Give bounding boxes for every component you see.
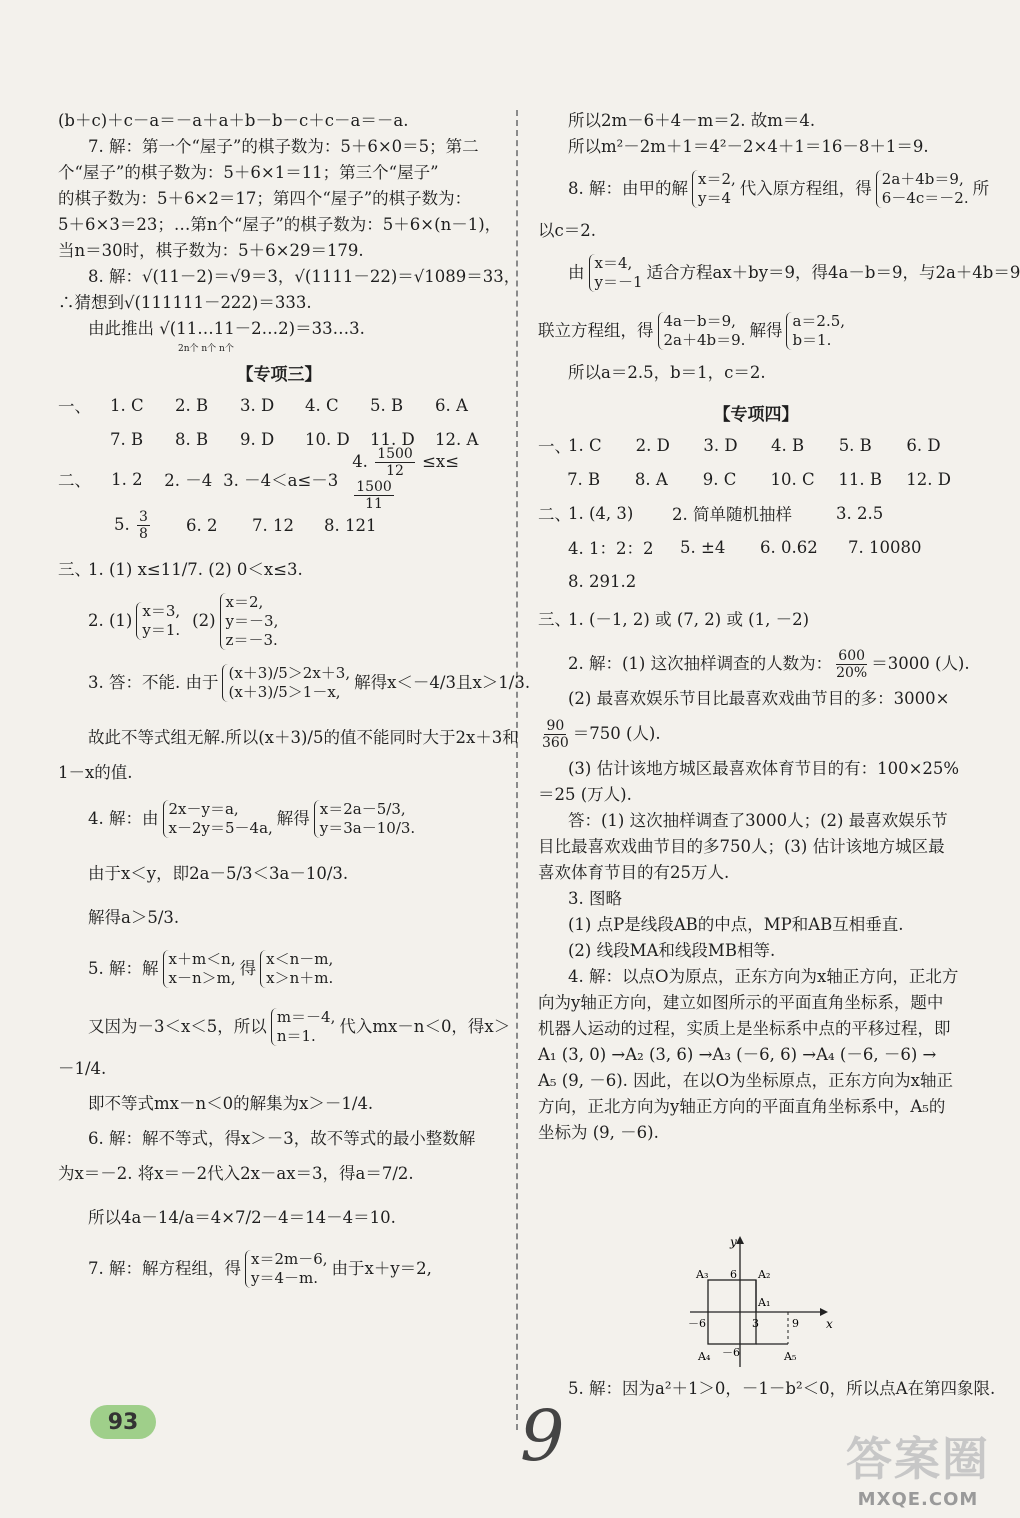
mc-row xyxy=(58,388,500,422)
y-axis-label: y xyxy=(730,1235,737,1249)
answer: 4. B xyxy=(771,435,805,455)
watermark-logo: 答案圈 xyxy=(846,1432,990,1486)
answer: 1. C xyxy=(568,435,602,455)
section-heading-4: 【专项四】 xyxy=(713,404,799,425)
text-line: 以c＝2. xyxy=(538,221,596,240)
answer: 8. 291.2 xyxy=(568,571,637,591)
answer: 2. B xyxy=(175,395,209,415)
text-line: －1/4. xyxy=(58,1059,107,1078)
answer: 2. －4 xyxy=(164,471,213,490)
x-axis-arrow xyxy=(820,1308,828,1316)
text-line: 3. 答：不能. 由于 (x＋3)/5＞2x＋3, (x＋3)/5＞1－x, 解得x＜－4/3且x＞1/3. xyxy=(88,664,531,701)
text-line: 又因为－3＜x＜5，所以 m＝－4, n＝1. 代入mx－n＜0，得x＞ xyxy=(88,1008,511,1045)
answer: 9. D xyxy=(240,429,275,449)
x-axis-label: x xyxy=(826,1317,833,1331)
page-number-badge: 93 xyxy=(90,1405,156,1439)
answer: 6. 2 xyxy=(186,515,218,535)
point-label-a2: A₂ xyxy=(758,1268,771,1281)
right-column xyxy=(538,108,1020,1146)
answer: 5. $\frac{3}{8}$ xyxy=(114,508,148,542)
text-line: 三、 1. (－1, 2) 或 (7, 2) 或 (1, －2) xyxy=(538,610,810,629)
tick-label: －6 xyxy=(722,1346,740,1359)
text-line: (b＋c)＋c－a＝－a＋a＋b－b－c＋c－a＝－a. xyxy=(58,111,409,130)
answer: 5. ±4 xyxy=(680,537,726,557)
answer: 7. B xyxy=(110,429,144,449)
text-line: (2) 线段MA和线段MB相等. xyxy=(568,941,776,960)
text-line: 的棋子数为：5＋6×2＝17；第四个“屋子”的棋子数为： xyxy=(58,189,472,208)
text-line: 机器人运动的过程，实质上是坐标系中点的平移过程，即 xyxy=(538,1019,951,1038)
text-line: 所以m²－2m＋1＝4²－2×4＋1＝16－8＋1＝9. xyxy=(568,137,929,156)
handwritten-digit: 9 xyxy=(520,1395,565,1477)
point-label-a4: A₄ xyxy=(698,1350,711,1363)
answer: 1. (4, 3) xyxy=(568,503,634,523)
text-line: A₅ (9, －6). 因此，在以O为坐标原点，正东方向为x轴正 xyxy=(538,1071,953,1090)
answer: 4. 1：2：2 xyxy=(568,539,654,558)
text-line: 2. (1) x＝3, y＝1. (2) x＝2, y＝－3, z＝－3. xyxy=(88,592,279,649)
text-line: 解得a＞5/3. xyxy=(88,908,180,927)
text-line: 所以a＝2.5，b＝1，c＝2. xyxy=(568,363,766,382)
text-line: 方向，正北方向为y轴正方向的平面直角坐标系中，A₅的 xyxy=(538,1097,946,1116)
text-line: 三、 1. (1) x≤11/7. (2) 0＜x≤3. xyxy=(58,560,303,579)
left-column xyxy=(58,108,531,1298)
text-line: 所以4a－14/a＝4×7/2－4＝14－4＝10. xyxy=(88,1208,396,1227)
text-line: ＝25 (万人). xyxy=(538,785,632,804)
answer: 4. C xyxy=(305,395,339,415)
answer: 7. B xyxy=(567,469,601,489)
handwritten-mark xyxy=(520,1395,565,1477)
text-line: 8. 解：由甲的解 x＝2, y＝4 代入原方程组，得 2a＋4b＝9, 6－4c＝－2. 所 xyxy=(568,170,990,207)
subscript-note: 2n个 n个 n个 xyxy=(178,344,234,354)
answer: 8. A xyxy=(634,469,668,489)
watermark-site: MXQE.COM xyxy=(857,1489,979,1510)
answer: 8. 121 xyxy=(324,515,377,535)
y-axis-arrow xyxy=(736,1236,744,1244)
text-line: 4. 解：由 2x－y＝a, x－2y＝5－4a, 解得 x＝2a－5/3, y＝3a－10/3. xyxy=(88,800,416,837)
text-line: 所以2m－6＋4－m＝2. 故m＝4. xyxy=(568,111,816,130)
point-label-a3: A₃ xyxy=(696,1268,709,1281)
text-line: 由此推出 √(11…11－2…2)＝33…3. xyxy=(88,319,365,338)
text-line: 答：(1) 这次抽样调查了3000人；(2) 最喜欢娱乐节 xyxy=(568,811,948,830)
answer: 5. B xyxy=(370,395,404,415)
tick-label: 9 xyxy=(792,1317,799,1330)
answer: 10. D xyxy=(305,429,350,449)
answer: 12. A xyxy=(435,429,479,449)
tick-label: 3 xyxy=(752,1317,759,1330)
answer: 6. D xyxy=(906,435,941,455)
point-label-a5: A₅ xyxy=(784,1350,797,1363)
answer: 8. B xyxy=(175,429,209,449)
answer: 1. 2 xyxy=(111,469,143,489)
text-line: 7. 解：解方程组，得 x＝2m－6, y＝4－m. 由于x＋y＝2, xyxy=(88,1250,432,1287)
text-line: 喜欢体育节目的有25万人. xyxy=(538,863,730,882)
text-line: 联立方程组，得 4a－b＝9, 2a＋4b＝9. 解得 a＝2.5, b＝1. xyxy=(538,312,846,349)
text-line: 5. 解：解 x＋m＜n, x－n＞m, 得 x＜n－m, x＞n＋m. xyxy=(88,950,334,987)
text-line: 为x＝－2. 将x＝－2代入2x－ax＝3，得a＝7/2. xyxy=(58,1164,414,1183)
answer: 2. D xyxy=(635,435,670,455)
section-number: 一、 xyxy=(538,437,571,456)
right-column-end xyxy=(538,1376,996,1402)
fill-row xyxy=(58,446,500,512)
answer: 11. D xyxy=(370,429,415,449)
answer: 12. D xyxy=(906,469,951,489)
text-line: 向为y轴正方向，建立如图所示的平面直角坐标系，题中 xyxy=(538,993,944,1012)
text-line: 5＋6×3＝23；…第n个“屋子”的棋子数为：5＋6×(n－1)， xyxy=(58,215,502,234)
fill-row xyxy=(538,564,974,598)
answer: 2. 简单随机抽样 xyxy=(672,505,792,524)
text-line: 1－x的值. xyxy=(58,763,133,782)
answer: 3. D xyxy=(240,395,275,415)
answer: 1. C xyxy=(110,395,144,415)
text-line: 6. 解：解不等式，得x＞－3，故不等式的最小整数解 xyxy=(88,1129,476,1148)
column-divider xyxy=(516,110,518,1430)
text-line: $\frac{90}{360}$ ＝750 (人). xyxy=(542,717,661,751)
watermark xyxy=(846,1423,990,1510)
answer: 6. A xyxy=(435,395,468,415)
section-heading-3: 【专项三】 xyxy=(236,364,322,385)
text-line: 个“屋子”的棋子数为：5＋6×1＝11；第三个“屋子” xyxy=(58,163,439,182)
text-line: (3) 估计该地方城区最喜欢体育节目的有：100×25% xyxy=(568,759,960,778)
text-line: ∴猜想到√(111111－222)＝333. xyxy=(58,293,312,312)
answer: 11. B xyxy=(838,469,882,489)
mc-row xyxy=(538,462,974,496)
text-line: (2) 最喜欢娱乐节目比最喜欢戏曲节目的多：3000× xyxy=(568,689,950,708)
answer: 5. B xyxy=(838,435,872,455)
answer: 7. 10080 xyxy=(848,537,922,557)
coordinate-figure xyxy=(680,1232,840,1372)
section-number: 二、 xyxy=(538,505,571,524)
fill-row xyxy=(538,530,974,564)
text-line: 故此不等式组无解.所以(x＋3)/5的值不能同时大于2x＋3和 xyxy=(88,728,519,747)
point-label-a1: A₁ xyxy=(758,1296,771,1309)
text-line: 即不等式mx－n＜0的解集为x＞－1/4. xyxy=(88,1094,374,1113)
text-line: A₁ (3, 0) →A₂ (3, 6) →A₃ (－6, 6) →A₄ (－6, －6) → xyxy=(538,1045,937,1064)
section-number: 二、 xyxy=(58,471,91,490)
answer: 6. 0.62 xyxy=(760,537,818,557)
text-line: 3. 图略 xyxy=(568,889,622,908)
text-line: 8. 解：√(11－2)＝√9＝3，√(1111－22)＝√1089＝33， xyxy=(88,267,521,286)
text-line: 4. 解：以点O为原点，正东方向为x轴正方向，正北方 xyxy=(568,967,959,986)
text-line: 由 x＝4, y＝－1 适合方程ax＋by＝9，得4a－b＝9，与2a＋4b＝9 xyxy=(568,254,1020,291)
section-number: 一、 xyxy=(58,397,91,416)
tick-label: 6 xyxy=(730,1268,737,1281)
text-line: 5. 解：因为a²＋1＞0，－1－b²＜0，所以点A在第四象限. xyxy=(568,1379,996,1398)
answer: 3. D xyxy=(703,435,738,455)
mc-row xyxy=(538,428,974,462)
answer: 3. －4＜a≤－3 xyxy=(223,471,339,490)
tick-label: －6 xyxy=(688,1317,706,1330)
text-line: 目比最喜欢戏曲节目的多750人；(3) 估计该地方城区最 xyxy=(538,837,945,856)
answer: 4. $\frac{1500}{12}$ ≤x≤ $\frac{1500}{11}$ xyxy=(352,446,460,512)
answer: 9. C xyxy=(702,469,737,489)
fill-row xyxy=(538,496,974,530)
text-line: 坐标为 (9, －6). xyxy=(538,1123,659,1142)
answer: 3. 2.5 xyxy=(836,503,884,523)
text-line: (1) 点P是线段AB的中点，MP和AB互相垂直. xyxy=(568,915,904,934)
text-line: 7. 解：第一个“屋子”的棋子数为：5＋6×0＝5；第二 xyxy=(88,137,479,156)
text-line: 当n＝30时，棋子数为：5＋6×29＝179. xyxy=(58,241,364,260)
answer: 7. 12 xyxy=(252,515,294,535)
text-line: 2. 解：(1) 这次抽样调查的人数为： $\frac{600}{20\%}$ ＝3000 (人). xyxy=(568,647,970,681)
text-line: 由于x＜y，即2a－5/3＜3a－10/3. xyxy=(88,864,349,883)
answer: 10. C xyxy=(770,469,815,489)
